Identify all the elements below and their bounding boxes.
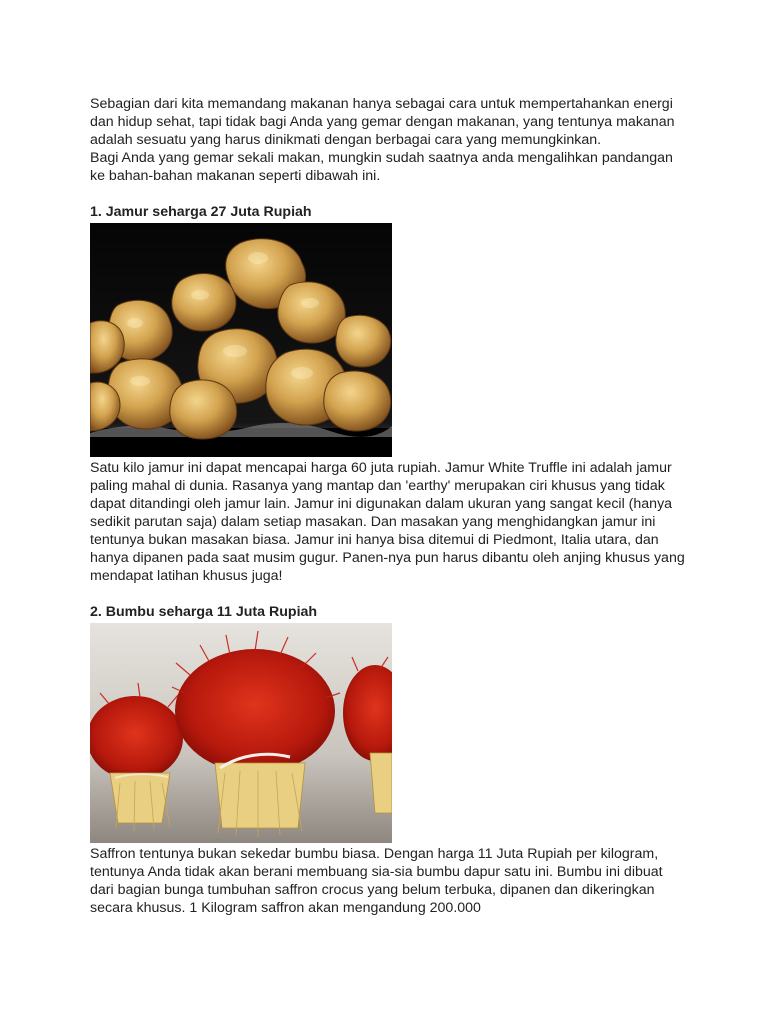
saffron-photo <box>90 623 392 843</box>
article-content <box>90 95 690 917</box>
white-truffle-photo <box>90 223 392 457</box>
spacer <box>90 185 690 203</box>
intro-paragraph-2: Bagi Anda yang gemar sekali makan, mungkin sudah saatnya anda mengalihkan pandangan ke bahan-bahan makanan seperti dibawah ini. <box>90 150 673 184</box>
spacer <box>90 585 690 603</box>
section-1-body: Satu kilo jamur ini dapat mencapai harga 60 juta rupiah. Jamur White Truffle ini adalah jamur paling mahal di dunia. Rasanya yang mantap dan 'earthy' merupakan ciri khusus yang tidak dapat ditandingi oleh jamur lain. Jamur ini digunakan dalam ukuran yang sangat kecil (hanya sedikit parutan saja) dalam setiap masakan. Dan masakan yang menghidangkan jamur ini tentunya bukan masakan biasa. Jamur ini hanya bisa ditemui di Piedmont, Italia utara, dan hanya dipanen pada saat musim gugur. Panen-nya pun harus dibantu oleh anjing khusus yang mendapat latihan khusus juga! <box>90 460 685 584</box>
section-2-body: Saffron tentunya bukan sekedar bumbu biasa. Dengan harga 11 Juta Rupiah per kilogram, tentunya Anda tidak akan berani membuang sia-sia bumbu dapur satu ini. Bumbu ini dibuat dari bagian bunga tumbuhan saffron crocus yang belum terbuka, dipanen dan dikeringkan secara khusus. 1 Kilogram saffron akan mengandung 200.000 <box>90 846 663 916</box>
section-2-heading: 2. Bumbu seharga 11 Juta Rupiah <box>90 604 318 620</box>
section-1-heading: 1. Jamur seharga 27 Juta Rupiah <box>90 204 312 220</box>
intro-paragraph-1: Sebagian dari kita memandang makanan hanya sebagai cara untuk mempertahankan energi dan hidup sehat, tapi tidak bagi Anda yang gemar dengan makanan, yang tentunya makanan adalah sesuatu yang harus dinikmati dengan berbagai cara yang memungkinkan. <box>90 96 675 148</box>
